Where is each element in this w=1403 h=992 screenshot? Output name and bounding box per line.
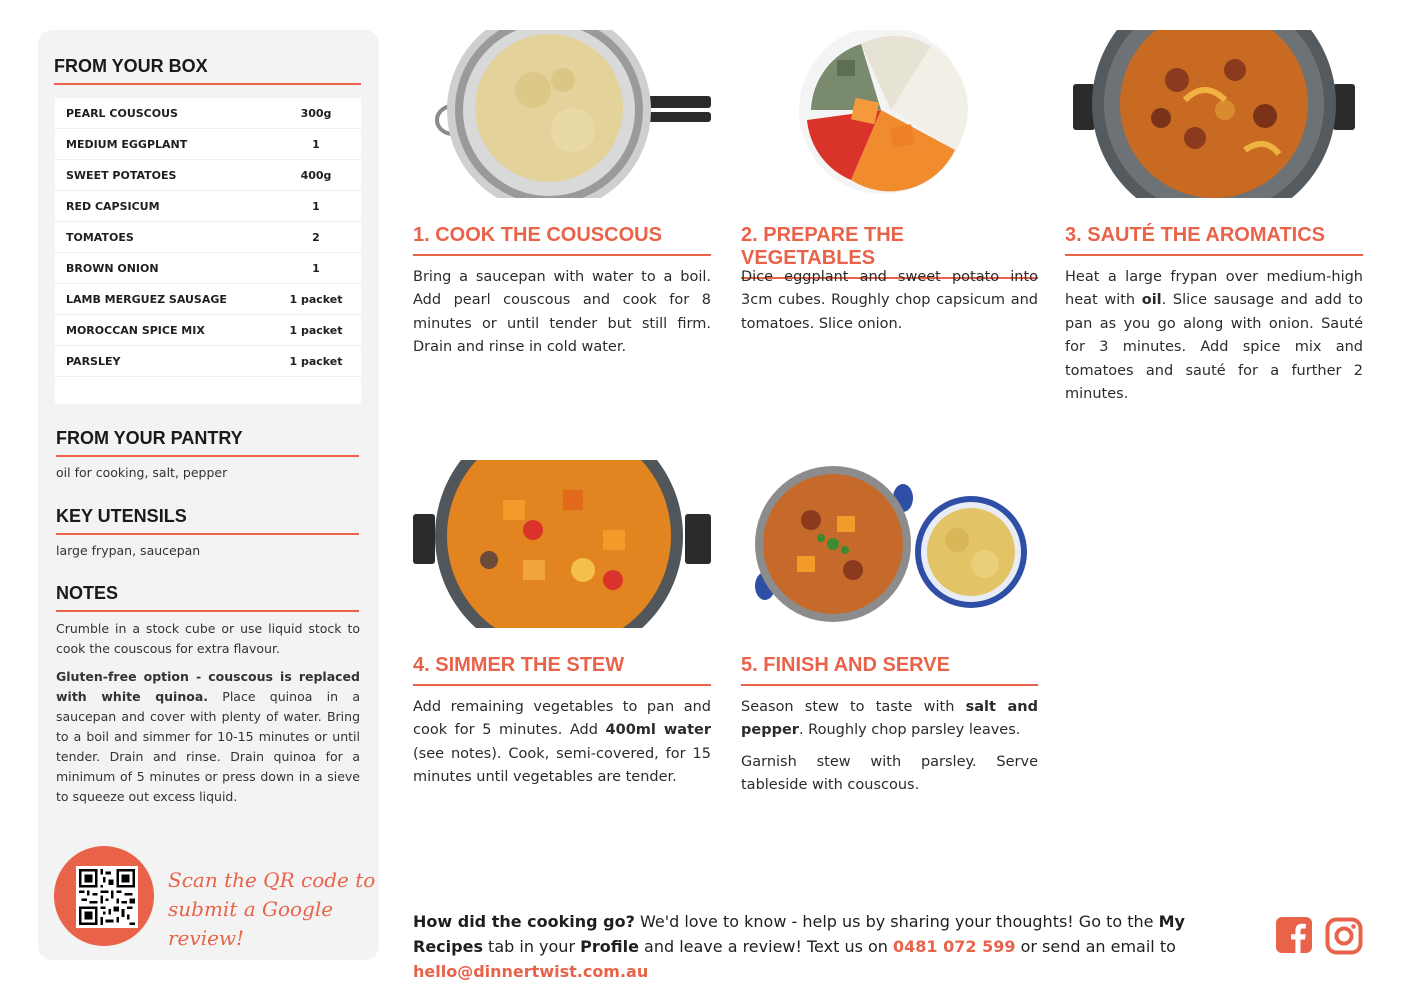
qr-caption-line: Scan the QR code to: [168, 868, 376, 892]
facebook-icon[interactable]: [1276, 917, 1314, 955]
ingredient-qty: 1 packet: [289, 323, 343, 337]
step-2-title: 2. PREPARE THE VEGETABLES: [741, 224, 1038, 279]
step-3-text-bold: oil: [1141, 292, 1162, 309]
phone-link[interactable]: 0481 072 599: [893, 937, 1016, 956]
footer-review-text: [413, 909, 1258, 984]
ingredient-row: [55, 129, 361, 160]
step-2-image: [741, 30, 1038, 198]
ingredient-row: [55, 98, 361, 129]
ingredient-row: [55, 253, 361, 284]
ingredient-qty: 300g: [300, 106, 332, 120]
qr-badge: [54, 846, 154, 946]
ingredient-name: MOROCCAN SPICE MIX: [66, 323, 205, 337]
footer-bold: How did the cooking go?: [413, 912, 635, 931]
footer-text: and leave a review! Text us on: [638, 937, 894, 956]
step-5-text: [741, 696, 1038, 806]
step-4-text-part: Add remaining vegetables to pan and cook for 5 minutes. Add: [413, 699, 711, 739]
step-3-title: 3. SAUTÉ THE AROMATICS: [1065, 224, 1363, 256]
notes-gluten-free: [56, 667, 360, 807]
ingredient-name: LAMB MERGUEZ SAUSAGE: [66, 292, 227, 306]
notes-paragraph: Crumble in a stock cube or use liquid stock to cook the couscous for extra flavour.: [56, 621, 360, 656]
ingredient-name: BROWN ONION: [66, 261, 159, 275]
ingredient-row: [55, 346, 361, 377]
instagram-icon[interactable]: [1325, 917, 1363, 955]
ingredient-name: SWEET POTATOES: [66, 168, 177, 182]
ingredient-qty: 1: [312, 137, 320, 151]
step-4-title: 4. SIMMER THE STEW: [413, 654, 711, 686]
footer-my-recipes: My Recipes: [413, 912, 1185, 956]
step-4-text-part: (see notes). Cook, semi-covered, for 15 minutes until vegetables are tender.: [413, 745, 711, 786]
footer-text: We'd love to know - help us by sharing your thoughts! Go to the: [634, 912, 1159, 931]
key-utensils-title: KEY UTENSILS: [56, 506, 359, 535]
step-5-title: 5. FINISH AND SERVE: [741, 654, 1038, 686]
step-1-title: 1. COOK THE COUSCOUS: [413, 224, 711, 256]
step-4-text-bold: 400ml water: [605, 722, 711, 739]
step-5-text-part: . Roughly chop parsley leaves.: [798, 722, 1021, 739]
step-5-image: [741, 460, 1038, 628]
qr-caption: [168, 866, 379, 953]
from-your-pantry-title: FROM YOUR PANTRY: [56, 428, 359, 457]
email-link[interactable]: hello@dinnertwist.com.au: [413, 962, 649, 981]
step-3-text: [1065, 266, 1363, 406]
ingredient-name: MEDIUM EGGPLANT: [66, 137, 188, 151]
ingredient-qty: 1 packet: [289, 292, 343, 306]
ingredient-name: RED CAPSICUM: [66, 199, 160, 213]
step-3-text-part: Heat a large frypan over medium-high heat with: [1065, 269, 1363, 309]
step-5-text-bold: salt and pepper: [741, 699, 1038, 739]
ingredient-qty: 400g: [300, 168, 332, 182]
step-5-paragraph: [741, 696, 1038, 743]
ingredient-row: [55, 222, 361, 253]
step-1-text: Bring a saucepan with water to a boil. Add pearl couscous and cook for 8 minutes or until tender but still firm. Drain and rinse in cold water.: [413, 269, 711, 356]
from-your-box-title: FROM YOUR BOX: [54, 56, 361, 85]
step-3-text-part: . Slice sausage and add to pan as you go along with onion. Sauté for 3 minutes. Add spice mix and tomatoes and sauté for a further 2 minutes.: [1065, 292, 1363, 403]
footer-profile: Profile: [580, 937, 639, 956]
ingredient-row: [55, 191, 361, 222]
step-3-image: [1065, 30, 1363, 198]
step-5-text-part: Season stew to taste with: [741, 699, 966, 715]
sidebar: [38, 30, 379, 960]
step-4-image: [413, 460, 711, 628]
ingredient-qty: 2: [312, 230, 320, 244]
ingredient-qty: 1: [312, 199, 320, 213]
gluten-free-text: Place quinoa in a saucepan and cover with plenty of water. Bring to a boil and simmer for 10-15 minutes or until tender. Drain and rinse. Drain quinoa for a minimum of 5 minutes or press down in a sieve to squeeze out excess liquid.: [56, 689, 360, 804]
footer-text: or send an email to: [1015, 937, 1176, 956]
ingredient-row: [55, 160, 361, 191]
pantry-text: oil for cooking, salt, pepper: [56, 465, 228, 480]
ingredients-table: [55, 98, 361, 404]
step-5-paragraph: Garnish stew with parsley. Serve tableside with couscous.: [741, 753, 1038, 794]
notes-title: NOTES: [56, 583, 359, 612]
step-4-text: [413, 696, 711, 790]
notes-text: [56, 619, 360, 815]
utensils-text: large frypan, saucepan: [56, 543, 201, 558]
gluten-free-heading: Gluten-free option - couscous is replaced with white quinoa.: [56, 669, 360, 704]
ingredient-name: PARSLEY: [66, 354, 121, 368]
ingredient-row: [55, 284, 361, 315]
ingredient-qty: 1 packet: [289, 354, 343, 368]
ingredient-qty: 1: [312, 261, 320, 275]
qr-caption-line: submit a Google review!: [168, 897, 334, 950]
ingredient-name: PEARL COUSCOUS: [66, 106, 178, 120]
ingredient-row: [55, 315, 361, 346]
ingredient-name: TOMATOES: [66, 230, 134, 244]
step-1-image: [413, 30, 711, 198]
footer-text: tab in your: [482, 937, 581, 956]
qr-code-icon[interactable]: [76, 866, 138, 928]
step-2-text: Dice eggplant and sweet potato into 3cm cubes. Roughly chop capsicum and tomatoes. Slice onion.: [741, 269, 1038, 332]
